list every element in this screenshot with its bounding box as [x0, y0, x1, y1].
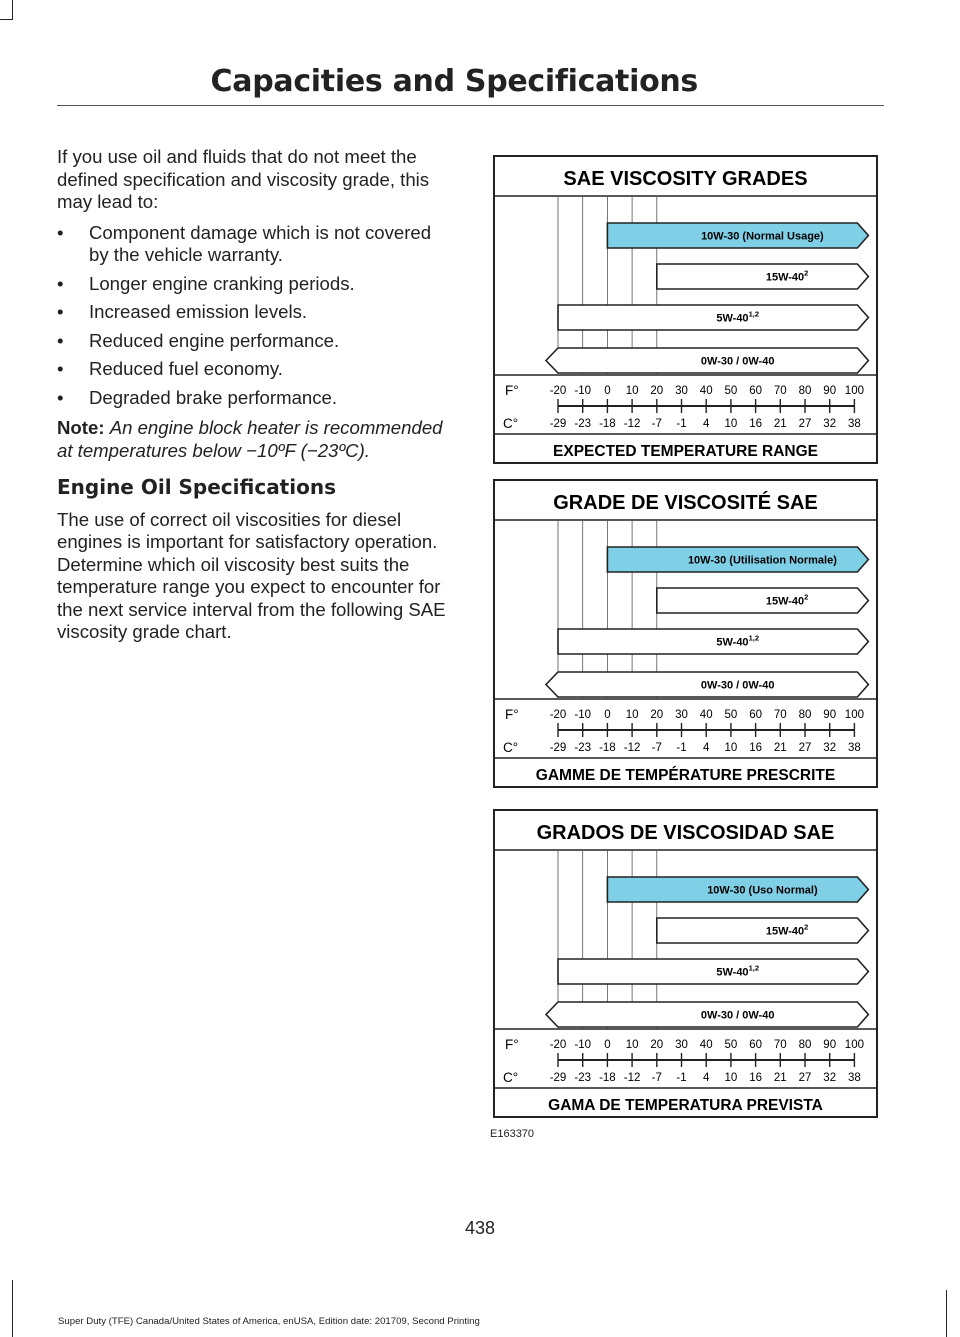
grade-label: 10W-30 (Utilisation Normale) [687, 554, 837, 567]
grade-label: 10W-30 (Normal Usage) [701, 230, 824, 243]
viscosity-chart-french [493, 479, 878, 788]
celsius-tick-label: -7 [651, 1072, 662, 1084]
crop-mark [12, 0, 13, 20]
section-heading: Engine Oil Specifications [57, 475, 336, 499]
grade-bar [657, 588, 869, 613]
celsius-tick-label: 21 [773, 742, 787, 754]
grade-label: 5W-40$^{1,2}$ [716, 633, 760, 649]
fahrenheit-tick-label: 0 [604, 709, 611, 721]
celsius-tick-label: 16 [749, 1072, 762, 1084]
chart-xlabel: EXPECTED TEMPERATURE RANGE [553, 443, 818, 460]
bullet-dot: • [57, 221, 64, 243]
fahrenheit-tick-label: 50 [724, 1039, 738, 1051]
fahrenheit-tick-label: 30 [675, 385, 688, 397]
grade-label: 0W-30 / 0W-40 [700, 1009, 775, 1022]
grade-superscript: 2 [804, 592, 809, 602]
text-column [57, 146, 449, 644]
intro-paragraph: If you use oil and fluids that do not meet the defined specification and viscosity grade, this may lead to: [57, 146, 430, 212]
celsius-tick-label: 4 [702, 418, 710, 430]
celsius-tick-label: -12 [623, 742, 641, 754]
celsius-tick-label: -29 [549, 418, 567, 430]
fahrenheit-tick-label: 100 [844, 1039, 864, 1051]
celsius-tick-label: 10 [724, 742, 738, 754]
grade-bar [657, 918, 869, 943]
celsius-tick-label: 21 [773, 418, 787, 430]
celsius-tick-label: -23 [574, 742, 592, 754]
chart-title: GRADE DE VISCOSITÉ SAE [553, 492, 818, 514]
fahrenheit-tick-label: 0 [604, 1039, 611, 1051]
grade-superscript: 1,2 [748, 309, 760, 319]
celsius-tick-label: 38 [848, 742, 861, 754]
celsius-tick-label: -12 [623, 1072, 641, 1084]
grade-bar [657, 264, 869, 289]
grade-label: 0W-30 / 0W-40 [700, 355, 775, 368]
celsius-tick-label: -12 [623, 418, 641, 430]
celsius-tick-label: 27 [798, 1072, 812, 1084]
fahrenheit-tick-label: 10 [625, 709, 639, 721]
bullet-item: • Degraded brake performance. [57, 386, 338, 408]
note-text: An engine block heater is recommended at temperatures below −10ºF (−23ºC). [57, 417, 443, 461]
celsius-tick-label: -7 [651, 742, 662, 754]
bullet-item: • Increased emission levels. [57, 301, 308, 322]
bullet-dot: • [57, 301, 64, 322]
footer: Super Duty (TFE) Canada/United States of America, enUSA, Edition date: 201709, Second Printing [58, 1316, 480, 1327]
viscosity-chart-english [493, 155, 878, 464]
page-title: Capacities and Specifications [210, 64, 698, 99]
grade-label: 5W-40$^{1,2}$ [716, 309, 760, 325]
celsius-tick-label: 4 [702, 742, 710, 754]
chart-title: GRADOS DE VISCOSIDAD SAE [536, 822, 835, 844]
fahrenheit-tick-label: 70 [773, 709, 787, 721]
celsius-tick-label: -1 [676, 418, 687, 430]
celsius-tick-label: 21 [773, 1072, 787, 1084]
bullet-dot: • [57, 358, 64, 379]
celsius-tick-label: 16 [749, 742, 762, 754]
fahrenheit-tick-label: 90 [823, 1039, 837, 1051]
bullet-dot: • [57, 329, 64, 351]
celsius-label: C° [503, 740, 519, 755]
fahrenheit-tick-label: 10 [625, 385, 639, 397]
celsius-tick-label: 4 [702, 1072, 710, 1084]
celsius-tick-label: -29 [549, 742, 567, 754]
grade-bar [558, 629, 868, 654]
crop-mark [0, 19, 13, 20]
note-label: Note: [57, 417, 105, 438]
celsius-tick-label: -23 [574, 1072, 592, 1084]
fahrenheit-tick-label: 50 [724, 385, 738, 397]
fahrenheit-tick-label: 30 [675, 1039, 688, 1051]
celsius-tick-label: -18 [599, 1072, 616, 1084]
celsius-tick-label: 38 [848, 1072, 861, 1084]
celsius-tick-label: 32 [823, 418, 837, 430]
bullet-item: • Reduced fuel economy. [57, 358, 283, 379]
grade-label: 10W-30 (Uso Normal) [707, 884, 818, 897]
fahrenheit-tick-label: -20 [549, 1039, 567, 1051]
celsius-tick-label: 38 [848, 418, 861, 430]
celsius-label: C° [503, 1070, 519, 1085]
fahrenheit-tick-label: 100 [844, 709, 864, 721]
grade-superscript: 2 [804, 268, 809, 278]
fahrenheit-tick-label: 10 [625, 1039, 639, 1051]
celsius-tick-label: 10 [724, 1072, 738, 1084]
celsius-tick-label: -1 [676, 1072, 687, 1084]
grade-label: $15W-40^2$ [765, 268, 809, 284]
celsius-tick-label: -1 [676, 742, 687, 754]
chart-title: SAE VISCOSITY GRADES [563, 168, 808, 190]
grade-label: $15W-40^2$ [765, 592, 809, 608]
fahrenheit-tick-label: 60 [749, 709, 762, 721]
fahrenheit-tick-label: 50 [724, 709, 738, 721]
bullet-dot: • [57, 386, 64, 408]
fahrenheit-tick-label: 90 [823, 709, 837, 721]
fahrenheit-tick-label: 60 [749, 1039, 762, 1051]
fahrenheit-tick-label: -10 [574, 385, 592, 397]
fahrenheit-tick-label: 0 [604, 385, 611, 397]
celsius-tick-label: -7 [651, 418, 662, 430]
celsius-tick-label: 32 [823, 1072, 837, 1084]
note [57, 417, 449, 462]
viscosity-chart-spanish [493, 809, 878, 1118]
fahrenheit-tick-label: 70 [773, 385, 787, 397]
celsius-tick-label: -23 [574, 418, 592, 430]
chart-xlabel: GAMA DE TEMPERATURA PREVISTA [548, 1097, 823, 1114]
grade-bar [558, 305, 868, 330]
fahrenheit-label: F° [505, 707, 519, 722]
grade-label: $15W-40^2$ [765, 922, 809, 938]
fahrenheit-label: F° [505, 383, 519, 398]
fahrenheit-tick-label: 20 [650, 1039, 664, 1051]
grade-superscript: 2 [804, 922, 809, 932]
fahrenheit-tick-label: -20 [549, 385, 567, 397]
page-number: 438 [464, 1218, 496, 1238]
fahrenheit-tick-label: 60 [749, 385, 762, 397]
celsius-tick-label: -18 [599, 742, 616, 754]
grade-label: 0W-30 / 0W-40 [700, 679, 775, 692]
section-body: The use of correct oil viscosities for diesel engines is important for satisfactory operation. Determine which oil viscosity best suits the temperature range you expect to encounter for the next service interval from the following SAE viscosity grade chart. [57, 508, 446, 642]
fahrenheit-tick-label: -20 [549, 709, 567, 721]
fahrenheit-tick-label: 30 [675, 709, 688, 721]
fahrenheit-tick-label: 20 [650, 385, 664, 397]
fahrenheit-tick-label: 20 [650, 709, 664, 721]
fahrenheit-tick-label: 70 [773, 1039, 787, 1051]
bullet-list [57, 222, 449, 410]
fahrenheit-tick-label: 100 [844, 385, 864, 397]
fahrenheit-tick-label: 80 [798, 709, 812, 721]
celsius-tick-label: -18 [599, 418, 616, 430]
bullet-dot: • [57, 272, 64, 294]
celsius-tick-label: 27 [798, 418, 812, 430]
fahrenheit-tick-label: -10 [574, 709, 592, 721]
celsius-tick-label: -29 [549, 1072, 567, 1084]
crop-mark [12, 1280, 13, 1337]
celsius-tick-label: 27 [798, 742, 812, 754]
fahrenheit-tick-label: 80 [798, 1039, 812, 1051]
fahrenheit-label: F° [505, 1037, 519, 1052]
bullet-item: • Longer engine cranking periods. [57, 272, 355, 294]
celsius-label: C° [503, 416, 519, 431]
title-rule [57, 105, 884, 106]
fahrenheit-tick-label: 40 [699, 709, 713, 721]
fahrenheit-tick-label: 90 [823, 385, 837, 397]
celsius-tick-label: 16 [749, 418, 762, 430]
fahrenheit-tick-label: 40 [699, 1039, 713, 1051]
grade-superscript: 1,2 [748, 633, 760, 643]
fahrenheit-tick-label: -10 [574, 1039, 592, 1051]
celsius-tick-label: 32 [823, 742, 837, 754]
grade-bar [558, 959, 868, 984]
grade-superscript: 1,2 [748, 963, 760, 973]
fahrenheit-tick-label: 80 [798, 385, 812, 397]
crop-mark [946, 1290, 947, 1337]
celsius-tick-label: 10 [724, 418, 738, 430]
chart-xlabel: GAMME DE TEMPÉRATURE PRESCRITE [535, 767, 836, 784]
grade-label: 5W-40$^{1,2}$ [716, 963, 760, 979]
figure-code: E163370 [490, 1128, 535, 1140]
fahrenheit-tick-label: 40 [699, 385, 713, 397]
bullet-item: • Component damage which is not covered by the vehicle warranty. [57, 221, 432, 265]
bullet-item: • Reduced engine performance. [57, 329, 340, 351]
